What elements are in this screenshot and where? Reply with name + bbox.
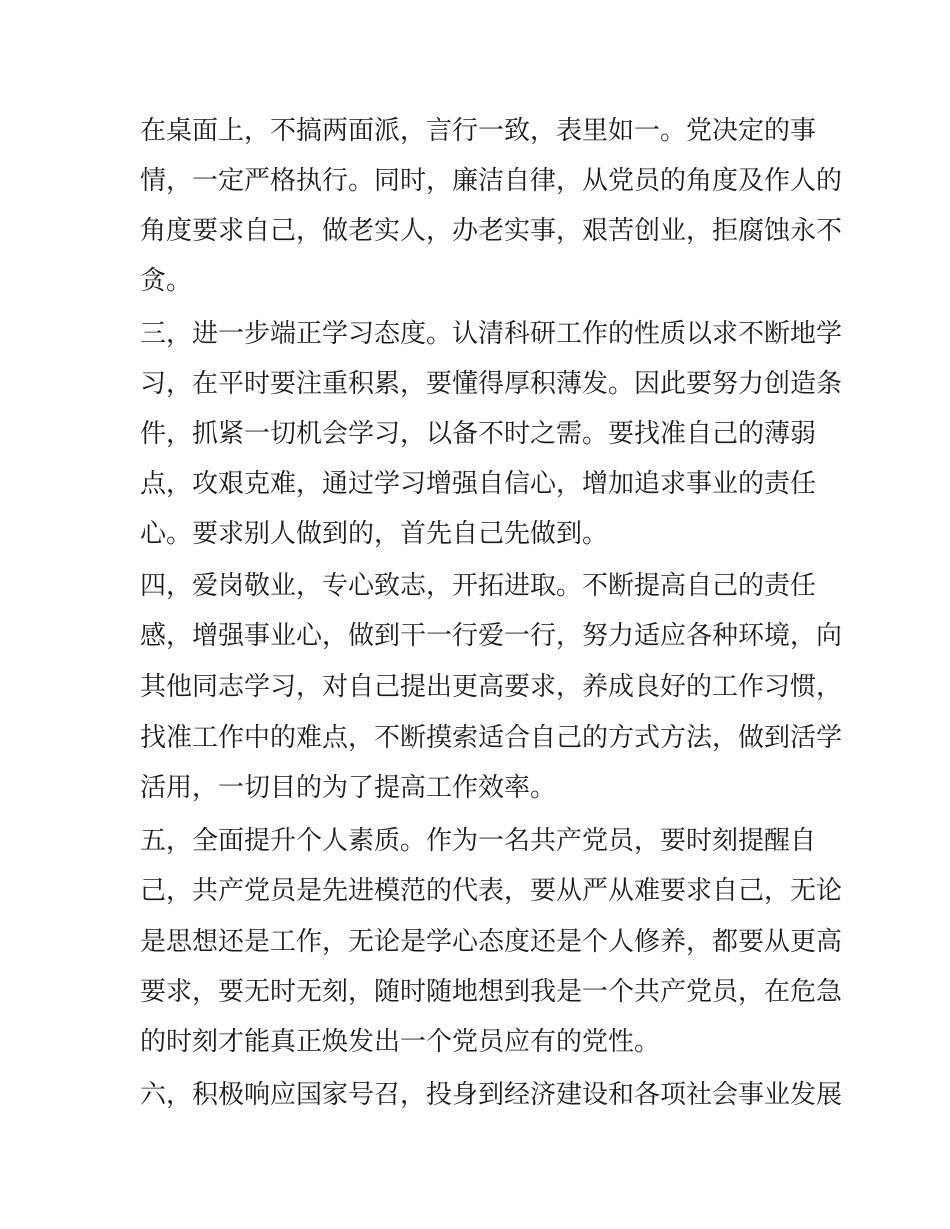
text-line: 习，在平时要注重积累，要懂得厚积薄发。因此要努力创造条 <box>140 369 843 399</box>
text-line: 角度要求自己，做老实人，办老实事，艰苦创业，拒腐蚀永不 <box>140 216 843 246</box>
text-line: 情，一定严格执行。同时，廉洁自律，从党员的角度及作人的 <box>140 166 843 196</box>
text-line: 要求，要无时无刻，随时随地想到我是一个共产党员，在危急 <box>140 977 843 1007</box>
text-line: 五，全面提升个人素质。作为一名共产党员，要时刻提醒自 <box>140 826 817 856</box>
text-line: 活用，一切目的为了提高工作效率。 <box>140 773 557 803</box>
text-line: 找准工作中的难点，不断摸索适合自己的方式方法，做到活学 <box>140 723 843 753</box>
text-line: 在桌面上，不搞两面派，言行一致，表里如一。党决定的事 <box>140 116 817 146</box>
text-line: 己，共产党员是先进模范的代表，要从严从难要求自己，无论 <box>140 876 843 906</box>
text-line: 是思想还是工作，无论是学心态度还是个人修养，都要从更高 <box>140 927 843 957</box>
text-line: 其他同志学习，对自己提出更高要求，养成良好的工作习惯， <box>140 672 843 702</box>
text-line: 贪。 <box>140 266 193 296</box>
text-line: 件，抓紧一切机会学习，以备不时之需。要找准自己的薄弱 <box>140 419 817 449</box>
text-line: 感，增强事业心，做到干一行爱一行，努力适应各种环境，向 <box>140 621 843 651</box>
text-line: 心。要求别人做到的，首先自己先做到。 <box>140 519 609 549</box>
text-line: 三，进一步端正学习态度。认清科研工作的性质以求不断地学 <box>140 319 843 349</box>
text-line: 点，攻艰克难，通过学习增强自信心，增加追求事业的责任 <box>140 469 817 499</box>
text-line: 四，爱岗敬业，专心致志，开拓进取。不断提高自己的责任 <box>140 571 817 601</box>
text-line: 的时刻才能真正焕发出一个党员应有的党性。 <box>140 1027 661 1057</box>
text-line: 六，积极响应国家号召，投身到经济建设和各项社会事业发展 <box>140 1080 843 1110</box>
